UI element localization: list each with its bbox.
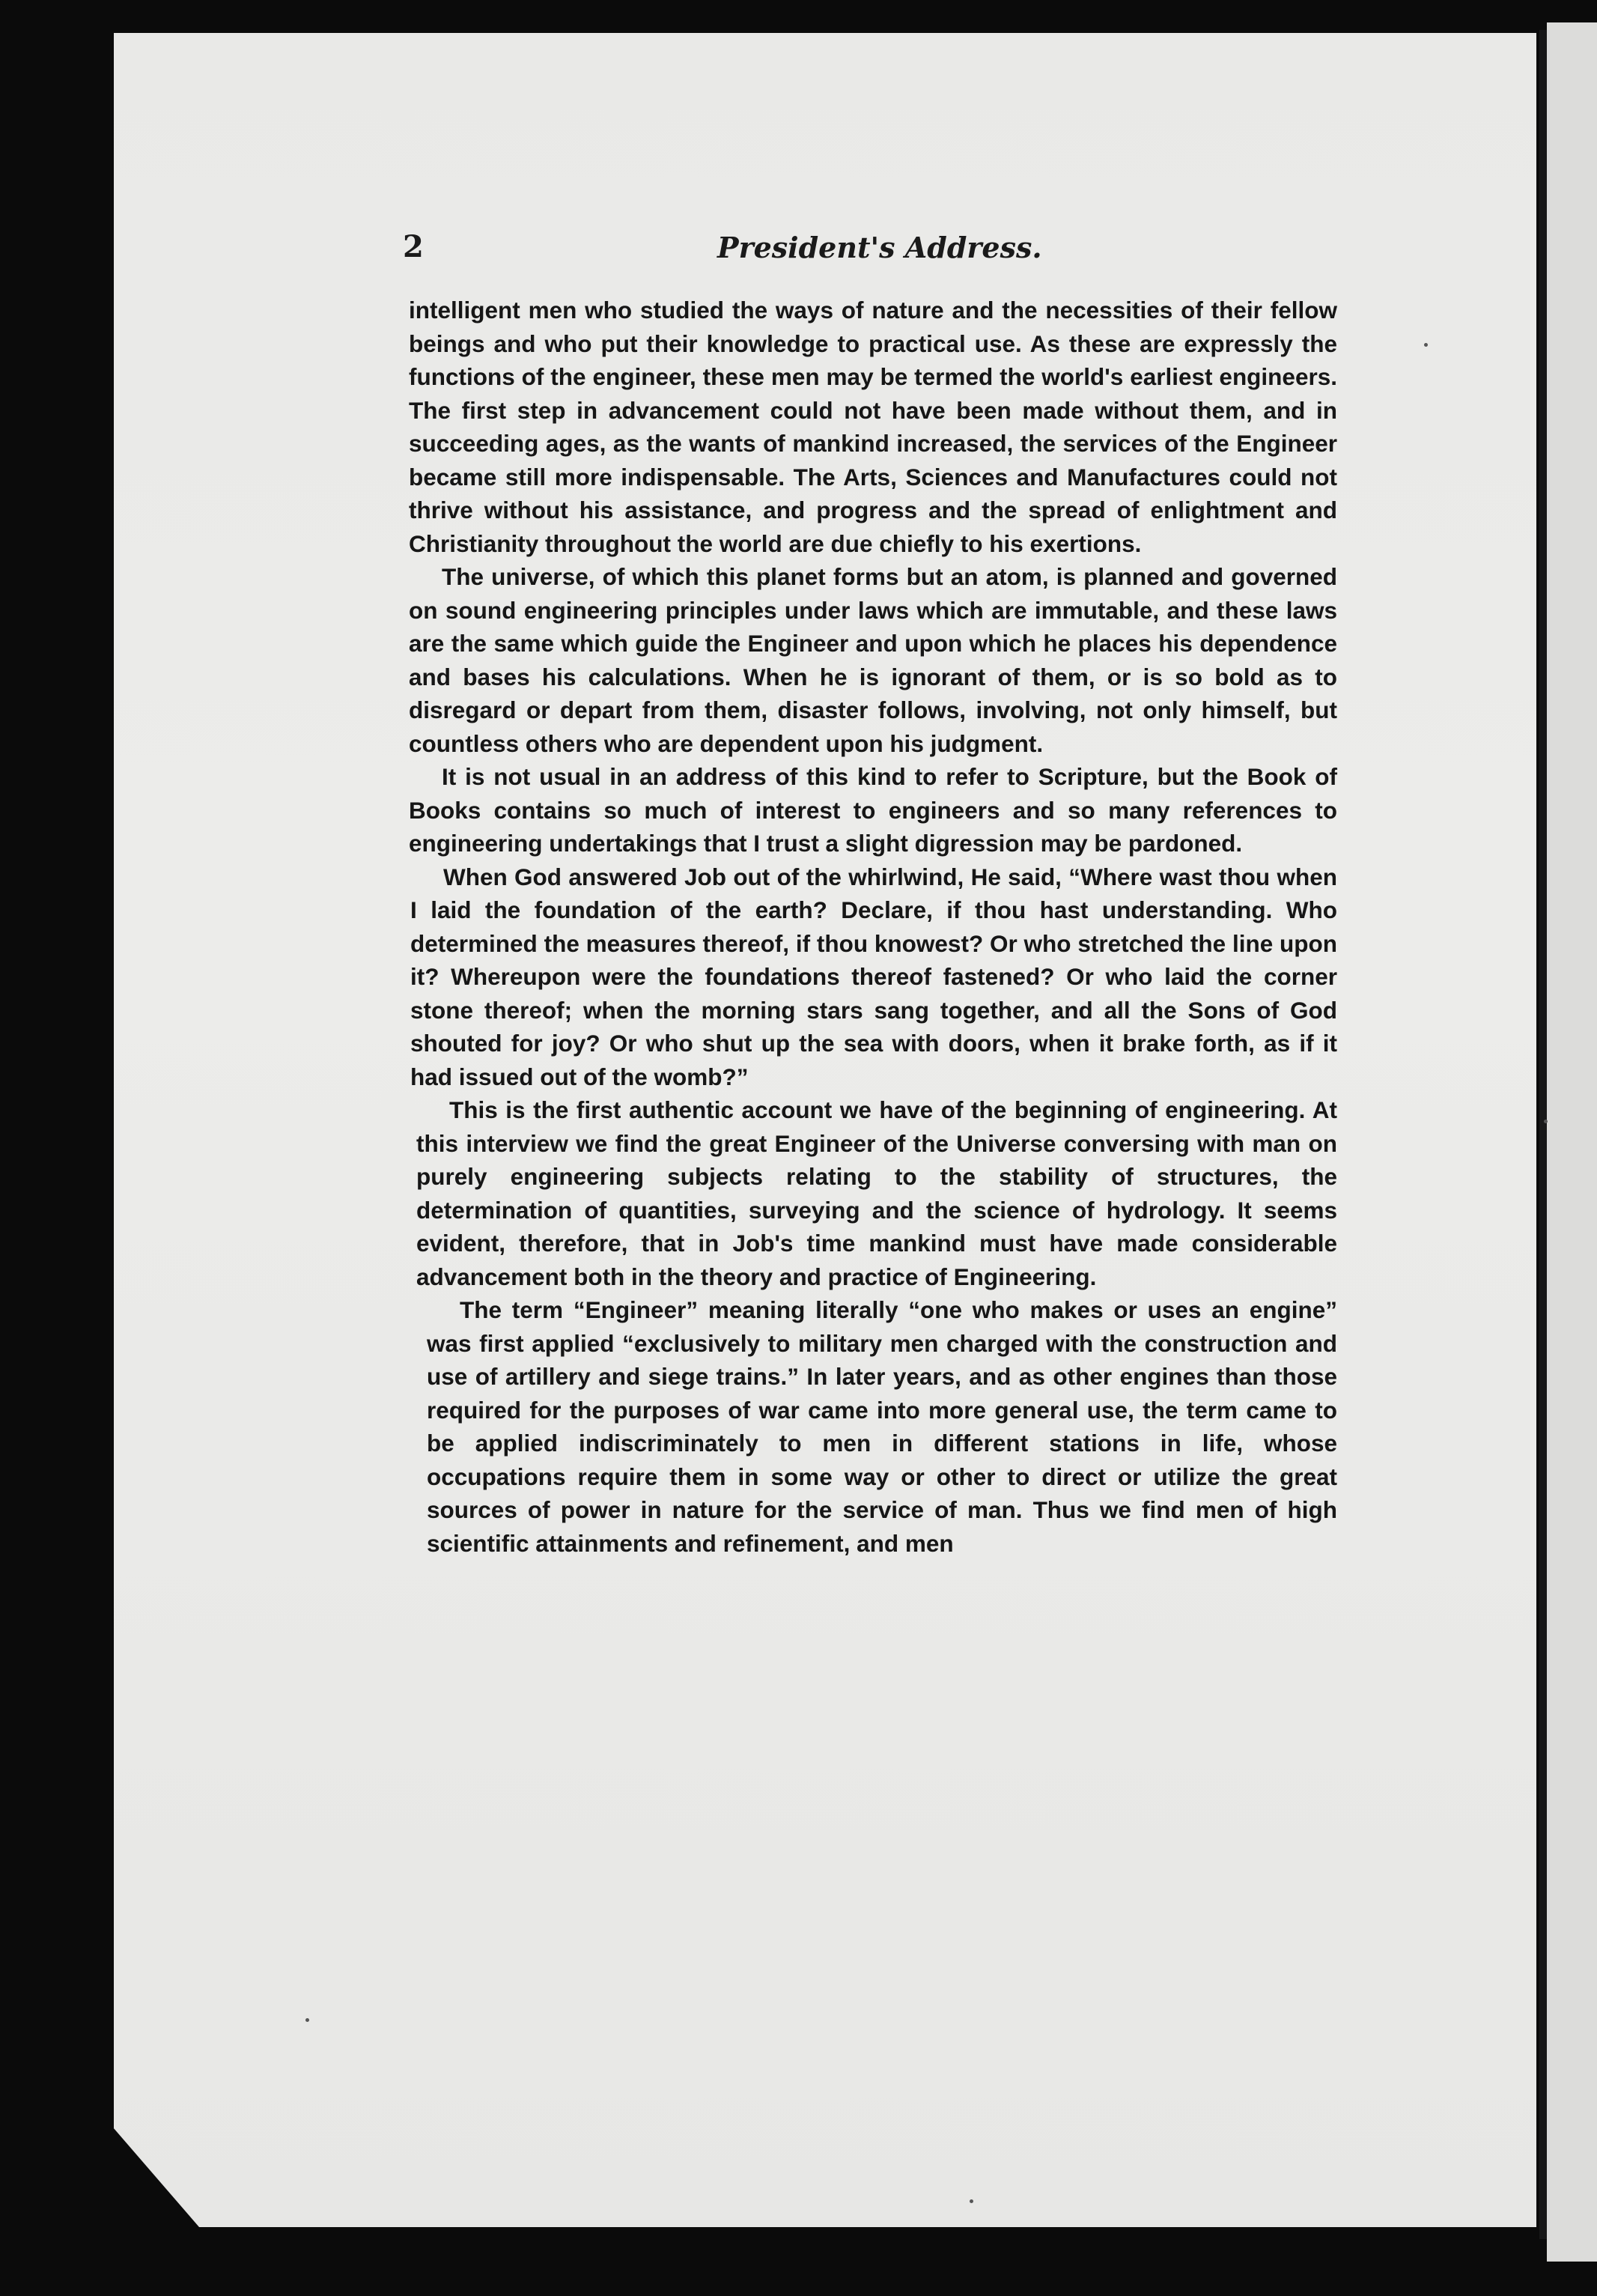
scan-speck (1544, 1120, 1548, 1123)
page-header (403, 229, 1331, 274)
paragraph-6: The term “Engineer” meaning literally “one who makes or uses an engine” was first applied “exclusively to military men charged with the construction and use of artillery and siege trains.” In later years, and as other engines than those required for the purposes of war came into more general use, the term came to be applied indiscriminately to men in different stations in life, whose occupations require them in some way or other to direct or utilize the great sources of power in nature for the service of man. Thus we find men of high scientific attainments and refinement, and men (427, 1296, 1337, 1557)
paragraph-1: intelligent men who studied the ways of nature and the necessities of their fellow beings and who put their knowledge to practical use. As these are expressly the functions of the engineer, these men may be termed the world's earliest engineers. The first step in advancement could not have been made without them, and in succeeding ages, as the wants of mankind increased, the services of the Engineer became still more indispensable. The Arts, Sciences and Manufactures could not thrive without his assistance, and progress and the spread of enlightment and Christianity throughout the world are due chiefly to his exertions. (409, 297, 1337, 557)
paragraph-4: When God answered Job out of the whirlwind, He said, “Where wast thou when I laid the foundation of the earth? Declare, if thou hast understanding. Who determined the measures thereof, if thou knowest? Or who stretched the line upon it? Whereupon were the foundations thereof fastened? Or who laid the corner stone thereof; when the morning stars sang together, and all the Sons of God shouted for joy? Or who shut up the sea with doors, when it brake forth, as if it had issued out of the womb?” (410, 863, 1337, 1090)
page-gutter (1539, 30, 1547, 2239)
body-text (409, 294, 1337, 1560)
scan-speck (970, 2199, 973, 2203)
scan-speck (1424, 343, 1428, 347)
scan-speck (305, 2018, 309, 2022)
paragraph-5: This is the first authentic account we have of the beginning of engineering. At this interview we find the great Engineer of the Universe conversing with man on purely engineering subjects relating to the stability of structures, the determination of quantities, surveying and the science of hydrology. It seems evident, therefore, that in Job's time mankind must have made considerable advancement both in the theory and practice of Engineering. (416, 1096, 1337, 1290)
page-number: 2 (403, 229, 424, 264)
paragraph-2: The universe, of which this planet forms but an atom, is planned and governed on sound engineering principles under laws which are immutable, and these laws are the same which guide the Engineer and upon which he places his dependence and bases his calculations. When he is ignorant of them, or is so bold as to disregard or depart from them, disaster follows, involving, not only himself, but countless others who are dependent upon his judgment. (409, 563, 1337, 757)
paragraph-3: It is not usual in an address of this kind to refer to Scripture, but the Book of Books contains so much of interest to engineers and so many references to engineering undertakings that I trust a slight digression may be pardoned. (409, 763, 1337, 857)
facing-page-edge (1547, 22, 1597, 2262)
running-title: President's Address. (717, 231, 1042, 264)
